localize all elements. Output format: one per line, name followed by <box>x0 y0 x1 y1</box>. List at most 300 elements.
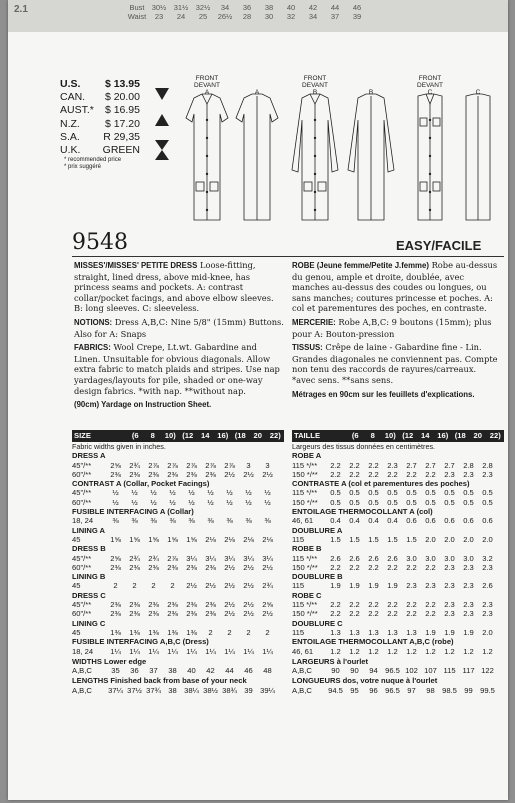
table-cell: 2⅞ <box>205 460 216 470</box>
table-cell: 2.2 <box>368 600 379 610</box>
table-cell: 0.5 <box>387 497 398 507</box>
price-country: N.Z. <box>60 117 80 130</box>
table-cell: 2.2 <box>349 600 360 610</box>
table-cell: 46 <box>244 666 253 676</box>
table-cell: 2.0 <box>482 534 493 544</box>
column-header: TAILLE <box>294 431 321 441</box>
row-label: 46, 61 <box>292 646 314 656</box>
row-label: 46, 61 <box>292 516 314 526</box>
table-cell: 1.2 <box>444 646 455 656</box>
column-header: (12 <box>182 431 194 441</box>
table-cell: 2.8 <box>482 460 493 470</box>
english-yardage-note: (90cm) Yardage on Instruction Sheet. <box>74 400 212 410</box>
table-cell: 2⅛ <box>243 534 254 544</box>
section-title: ROBE B <box>292 544 322 554</box>
table-cell: 2.2 <box>406 609 417 619</box>
table-cell: 1.2 <box>406 646 417 656</box>
table-cell: 2½ <box>243 469 254 479</box>
pattern-envelope-back <box>8 0 508 800</box>
table-cell: 1⅜ <box>110 627 121 637</box>
french-dress-description: ROBE (Jeune femme/Petite J.femme) Robe au-dessus du genou, ample et droite, doublée, avec manches au-dessus des coudes ou longues, ou sans manches; coutures princesse et poches. A: col et parementures des poches, en contraste. <box>292 260 498 314</box>
table-cell: 2½ <box>224 469 235 479</box>
row-label: 60"/** <box>72 609 92 619</box>
table-cell: 2.3 <box>463 562 474 572</box>
table-cell: 96.5 <box>385 666 400 676</box>
table-row <box>292 498 504 507</box>
waist-value: 26½ <box>217 12 233 21</box>
difficulty-label: EASY/FACILE <box>396 238 482 253</box>
section-title: DOUBLURE C <box>292 618 343 628</box>
column-header: 10) <box>384 431 396 441</box>
table-cell: 1¼ <box>148 646 159 656</box>
bust-value: 44 <box>330 3 340 12</box>
table-row <box>72 581 284 590</box>
price-value: R 29,35 <box>103 130 140 143</box>
price-country: CAN. <box>60 91 86 104</box>
table-cell: 2.3 <box>482 469 493 479</box>
table-cell: ½ <box>245 488 252 498</box>
row-label: A,B,C <box>72 666 92 676</box>
table-cell: 0.6 <box>444 516 455 526</box>
column-header: 16) <box>437 431 449 441</box>
french-fabrics: TISSUS: Crêpe de laine - Gabardine fine - Lin. Grandes diagonales ne conviennent pas. Compte non tenu des raccords de rayures/carreaux. *avec sens. **sans sens. <box>292 342 498 385</box>
table-cell: 2.2 <box>387 562 398 572</box>
table-cell: 1⅝ <box>186 534 197 544</box>
waist-value: 24 <box>176 12 186 21</box>
table-cell: 2.3 <box>463 600 474 610</box>
table-cell: 38¼ <box>184 685 199 695</box>
table-cell: 2.3 <box>482 600 493 610</box>
table-cell: 3¼ <box>262 553 273 563</box>
size-strip-edge-number: 2.1 <box>14 4 28 15</box>
table-cell: 0.5 <box>463 497 474 507</box>
lengths-header: LONGUEURS dos, votre nuque à l'ourlet <box>292 676 438 686</box>
table-cell: 2⅜ <box>167 469 178 479</box>
table-cell: 122 <box>481 666 494 676</box>
table-cell: 2.0 <box>425 534 436 544</box>
header-divider <box>72 256 504 257</box>
column-header: (18 <box>234 431 246 441</box>
table-cell: 1.9 <box>368 581 379 591</box>
table-cell: 1.2 <box>349 646 360 656</box>
row-label: 60"/** <box>72 469 92 479</box>
row-label: 45 <box>72 534 81 544</box>
table-cell: 0.4 <box>368 516 379 526</box>
table-cell: 2.3 <box>444 581 455 591</box>
table-cell: ⅜ <box>150 516 157 526</box>
table-cell: 2⅜ <box>129 600 140 610</box>
column-header: (18 <box>454 431 466 441</box>
table-cell: 117 <box>462 666 475 676</box>
table-cell: 2.2 <box>387 469 398 479</box>
price-value: $ 16.95 <box>104 104 140 117</box>
english-yardage-table <box>72 430 284 695</box>
table-cell: 1.9 <box>387 581 398 591</box>
table-cell: 2.2 <box>368 562 379 572</box>
table-cell: 2.2 <box>387 609 398 619</box>
french-yardage-note: Métrages en 90cm sur les feuillets d'explications. <box>292 389 475 399</box>
fabric-width-note: Fabric widths given in inches. <box>72 442 166 451</box>
table-cell: 2⅜ <box>129 469 140 479</box>
table-cell: 0.5 <box>482 488 493 498</box>
table-cell: 37¼ <box>108 685 123 695</box>
body-measurement-grid <box>126 3 368 21</box>
bust-label: Bust <box>129 3 145 12</box>
table-cell: 2.3 <box>463 581 474 591</box>
row-label: 60"/** <box>72 497 92 507</box>
waist-value: 39 <box>352 12 362 21</box>
table-cell: 2.2 <box>425 600 436 610</box>
french-description <box>292 260 502 403</box>
row-label: 115 */** <box>292 553 318 563</box>
table-cell: 2¾ <box>129 460 140 470</box>
table-row <box>72 470 284 479</box>
table-cell: 36 <box>130 666 139 676</box>
table-cell: 1.5 <box>330 534 341 544</box>
table-row <box>292 581 504 590</box>
table-cell: 2.3 <box>425 581 436 591</box>
table-cell: 2.6 <box>387 553 398 563</box>
price-list <box>60 78 140 171</box>
table-cell: 2.2 <box>406 600 417 610</box>
table-cell: 0.5 <box>349 497 360 507</box>
table-cell: 0.5 <box>482 497 493 507</box>
table-cell: 35 <box>111 666 120 676</box>
table-cell: ½ <box>245 497 252 507</box>
price-value: $ 17.20 <box>104 117 140 130</box>
table-cell: ½ <box>150 497 157 507</box>
table-row <box>292 563 504 572</box>
table-cell: 2.2 <box>330 460 341 470</box>
table-cell: 2.6 <box>482 581 493 591</box>
table-cell: 2.3 <box>463 469 474 479</box>
table-cell: 2⅞ <box>148 460 159 470</box>
table-cell: 1⅜ <box>186 627 197 637</box>
table-cell: 90 <box>331 666 340 676</box>
table-cell: ½ <box>131 488 138 498</box>
column-header: (6 <box>351 431 359 441</box>
table-cell: 48 <box>263 666 272 676</box>
table-cell: 2⅜ <box>205 600 216 610</box>
bust-value: 42 <box>308 3 318 12</box>
table-cell: 2.0 <box>463 534 474 544</box>
table-row <box>72 563 284 572</box>
table-cell: 2⅛ <box>262 534 273 544</box>
table-cell: 2⅜ <box>205 609 216 619</box>
table-cell: ½ <box>207 488 214 498</box>
table-cell: 2.6 <box>368 553 379 563</box>
table-cell: 0.6 <box>425 516 436 526</box>
table-cell: 2.7 <box>425 460 436 470</box>
table-cell: ⅜ <box>188 516 195 526</box>
table-cell: 2½ <box>243 581 254 591</box>
table-cell: 1.2 <box>463 646 474 656</box>
table-cell: 1.5 <box>349 534 360 544</box>
column-header: 22) <box>489 431 501 441</box>
table-cell: 1⅜ <box>129 627 140 637</box>
table-cell: ½ <box>169 497 176 507</box>
table-cell: 98 <box>426 685 435 695</box>
row-label: 115 <box>292 627 305 637</box>
table-header <box>72 430 284 442</box>
table-row <box>72 609 284 618</box>
table-cell: ⅜ <box>131 516 138 526</box>
english-fabrics: FABRICS: Wool Crepe, Lt.wt. Gabardine and Linen. Unsuitable for obvious diagonals. Allow extra fabric to match plaids and stripes. Use nap yardages/layouts for pile, shaded or one-way design fabrics. *with nap. **without nap. <box>74 342 280 396</box>
table-cell: 2.2 <box>330 562 341 572</box>
waist-value: 25 <box>198 12 208 21</box>
table-cell: 39 <box>244 685 253 695</box>
table-cell: 3.0 <box>444 553 455 563</box>
bust-value: 31½ <box>173 3 189 12</box>
table-cell: 2.2 <box>406 562 417 572</box>
table-cell: 0.5 <box>463 488 474 498</box>
table-cell: 2⅛ <box>224 534 235 544</box>
table-header <box>292 430 504 442</box>
waist-value: 30 <box>264 12 274 21</box>
price-country: U.K. <box>60 144 81 157</box>
widths-header: LARGEURS à l'ourlet <box>292 656 369 666</box>
table-cell: 2½ <box>262 562 273 572</box>
table-cell: 2⅜ <box>148 609 159 619</box>
row-label: 45 <box>72 581 81 591</box>
table-cell: 2⅜ <box>110 609 121 619</box>
row-label: 18, 24 <box>72 646 94 656</box>
table-cell: ½ <box>226 497 233 507</box>
down-triangle-icon <box>155 88 169 100</box>
table-cell: ½ <box>207 497 214 507</box>
table-cell: 99.5 <box>480 685 495 695</box>
table-cell: 2.2 <box>425 562 436 572</box>
table-row <box>72 554 284 563</box>
table-cell: 3.2 <box>482 553 493 563</box>
table-row <box>292 609 504 618</box>
column-header: 8 <box>150 431 155 441</box>
column-header: (6 <box>131 431 139 441</box>
table-cell: ½ <box>188 488 195 498</box>
table-row <box>72 488 284 497</box>
price-row <box>60 144 140 157</box>
widths-header: WIDTHS Lower edge <box>72 656 147 666</box>
section-title: CONTRASTE A (col et parementures des poches) <box>292 479 470 489</box>
price-value: GREEN <box>102 144 140 157</box>
table-cell: 0.5 <box>425 488 436 498</box>
section-title: CONTRAST A (Collar, Pocket Facings) <box>72 479 210 489</box>
table-cell: 1¼ <box>110 646 121 656</box>
row-label: 60"/** <box>72 562 92 572</box>
table-cell: 115 <box>443 666 456 676</box>
table-cell: 2⅞ <box>167 460 178 470</box>
table-cell: 2⅞ <box>167 553 178 563</box>
table-cell: 2.2 <box>425 469 436 479</box>
table-cell: 2½ <box>224 562 235 572</box>
table-row <box>72 628 284 637</box>
table-cell: 2½ <box>243 562 254 572</box>
table-cell: 2 <box>208 627 213 637</box>
price-country: S.A. <box>60 130 80 143</box>
bust-value: 30½ <box>151 3 167 12</box>
table-cell: 2 <box>151 581 156 591</box>
table-cell: 2⅜ <box>167 562 178 572</box>
table-cell: 1.5 <box>368 534 379 544</box>
table-cell: 95 <box>350 685 359 695</box>
table-cell: 0.4 <box>330 516 341 526</box>
waist-label: Waist <box>127 12 147 21</box>
row-label: 115 */** <box>292 488 318 498</box>
table-cell: ⅜ <box>169 516 176 526</box>
table-cell: 2.2 <box>406 469 417 479</box>
suggested-price-note: * prix suggéré <box>64 164 102 171</box>
table-cell: 2.2 <box>368 609 379 619</box>
table-cell: 3.0 <box>406 553 417 563</box>
bust-value: 32½ <box>195 3 211 12</box>
row-label: 45"/** <box>72 553 92 563</box>
pattern-number: 9548 <box>72 230 128 255</box>
table-cell: 1.2 <box>330 646 341 656</box>
table-cell: 1⅝ <box>129 534 140 544</box>
table-row <box>292 554 504 563</box>
table-cell: 1.5 <box>387 534 398 544</box>
table-cell: 2⅜ <box>148 600 159 610</box>
table-row <box>292 488 504 497</box>
table-cell: 2.2 <box>330 600 341 610</box>
table-cell: 2.2 <box>425 609 436 619</box>
table-cell: 2.3 <box>387 460 398 470</box>
table-cell: 2 <box>227 627 232 637</box>
table-cell: 3¼ <box>224 553 235 563</box>
bust-value: 38 <box>264 3 274 12</box>
table-cell: 2.8 <box>463 460 474 470</box>
table-cell: 96.5 <box>385 685 400 695</box>
table-cell: 2.2 <box>349 562 360 572</box>
price-value: $ 13.95 <box>104 78 140 90</box>
table-cell: 0.5 <box>330 497 341 507</box>
section-title: LINING B <box>72 572 106 582</box>
table-row <box>72 461 284 470</box>
table-cell: 2.2 <box>368 469 379 479</box>
table-cell: 1.2 <box>387 646 398 656</box>
table-row <box>72 647 284 656</box>
bust-value: 34 <box>220 3 230 12</box>
section-title: DRESS C <box>72 590 106 600</box>
section-title: FUSIBLE INTERFACING A (Collar) <box>72 507 194 517</box>
section-title: DRESS B <box>72 544 106 554</box>
up-triangle-icon <box>155 114 169 126</box>
row-label: 150 */** <box>292 562 318 572</box>
table-cell: 2.7 <box>406 460 417 470</box>
table-cell: ⅜ <box>226 516 233 526</box>
table-cell: 2½ <box>262 609 273 619</box>
table-cell: 2.3 <box>463 609 474 619</box>
table-cell: 0.5 <box>330 488 341 498</box>
table-cell: 1⅝ <box>167 534 178 544</box>
table-cell: 99 <box>464 685 473 695</box>
table-cell: 0.5 <box>444 497 455 507</box>
table-cell: 42 <box>206 666 215 676</box>
french-yardage-table <box>292 430 504 695</box>
table-cell: 2.3 <box>444 609 455 619</box>
table-cell: 2⅞ <box>224 460 235 470</box>
table-row <box>292 470 504 479</box>
table-cell: ½ <box>264 488 271 498</box>
view-label-back-a: A <box>254 89 260 96</box>
table-cell: 2⅜ <box>167 600 178 610</box>
table-cell: 2½ <box>224 600 235 610</box>
table-cell: 37½ <box>127 685 142 695</box>
table-cell: 2.2 <box>368 460 379 470</box>
table-cell: 1⅜ <box>167 627 178 637</box>
waist-value: 32 <box>286 12 296 21</box>
column-header: 22) <box>269 431 281 441</box>
table-cell: 2⅝ <box>110 460 121 470</box>
row-label: 150 */** <box>292 469 318 479</box>
table-cell: 2½ <box>243 609 254 619</box>
table-cell: ⅜ <box>245 516 252 526</box>
section-title: FUSIBLE INTERFACING A,B,C (Dress) <box>72 637 209 647</box>
table-cell: 1.9 <box>330 581 341 591</box>
table-cell: 2⅜ <box>186 609 197 619</box>
table-cell: 2½ <box>262 469 273 479</box>
table-cell: 1.2 <box>368 646 379 656</box>
table-cell: 2¾ <box>148 553 159 563</box>
waist-value: 34 <box>308 12 318 21</box>
table-cell: 2.3 <box>482 609 493 619</box>
price-value: $ 20.00 <box>104 91 140 104</box>
table-cell: ½ <box>112 497 119 507</box>
table-row <box>292 666 504 675</box>
table-cell: 2⅝ <box>110 553 121 563</box>
table-cell: ⅜ <box>264 516 271 526</box>
table-cell: 1.9 <box>349 581 360 591</box>
row-label: 115 */** <box>292 460 318 470</box>
table-cell: 40 <box>187 666 196 676</box>
table-cell: 0.5 <box>444 488 455 498</box>
table-cell: 2 <box>265 627 270 637</box>
table-cell: 2¾ <box>129 553 140 563</box>
table-cell: 2.0 <box>444 534 455 544</box>
table-cell: 1¼ <box>186 646 197 656</box>
table-cell: 3¼ <box>243 553 254 563</box>
row-label: 115 <box>292 581 305 591</box>
table-cell: 1.9 <box>463 627 474 637</box>
column-header: 10) <box>164 431 176 441</box>
table-cell: 0.5 <box>349 488 360 498</box>
table-cell: 39¼ <box>260 685 275 695</box>
section-title: DRESS A <box>72 451 106 461</box>
table-cell: 2⅜ <box>186 469 197 479</box>
table-cell: 1.9 <box>444 627 455 637</box>
row-label: A,B,C <box>292 666 312 676</box>
table-row <box>72 666 284 675</box>
table-cell: 2.3 <box>482 562 493 572</box>
row-label: A,B,C <box>72 685 92 695</box>
row-label: 45"/** <box>72 488 92 498</box>
table-cell: 38 <box>168 685 177 695</box>
table-cell: 1¼ <box>167 646 178 656</box>
table-cell: 102 <box>405 666 418 676</box>
section-title: ROBE C <box>292 590 322 600</box>
column-header: 20 <box>253 431 262 441</box>
section-title: DOUBLURE A <box>292 525 343 535</box>
table-cell: 2.2 <box>330 469 341 479</box>
table-row <box>292 461 504 470</box>
table-cell: 0.6 <box>463 516 474 526</box>
hourglass-icon <box>155 140 169 165</box>
table-cell: 1.2 <box>482 646 493 656</box>
table-row <box>292 600 504 609</box>
row-label: 45 <box>72 627 81 637</box>
row-label: A,B,C <box>292 685 312 695</box>
table-cell: 2.6 <box>349 553 360 563</box>
